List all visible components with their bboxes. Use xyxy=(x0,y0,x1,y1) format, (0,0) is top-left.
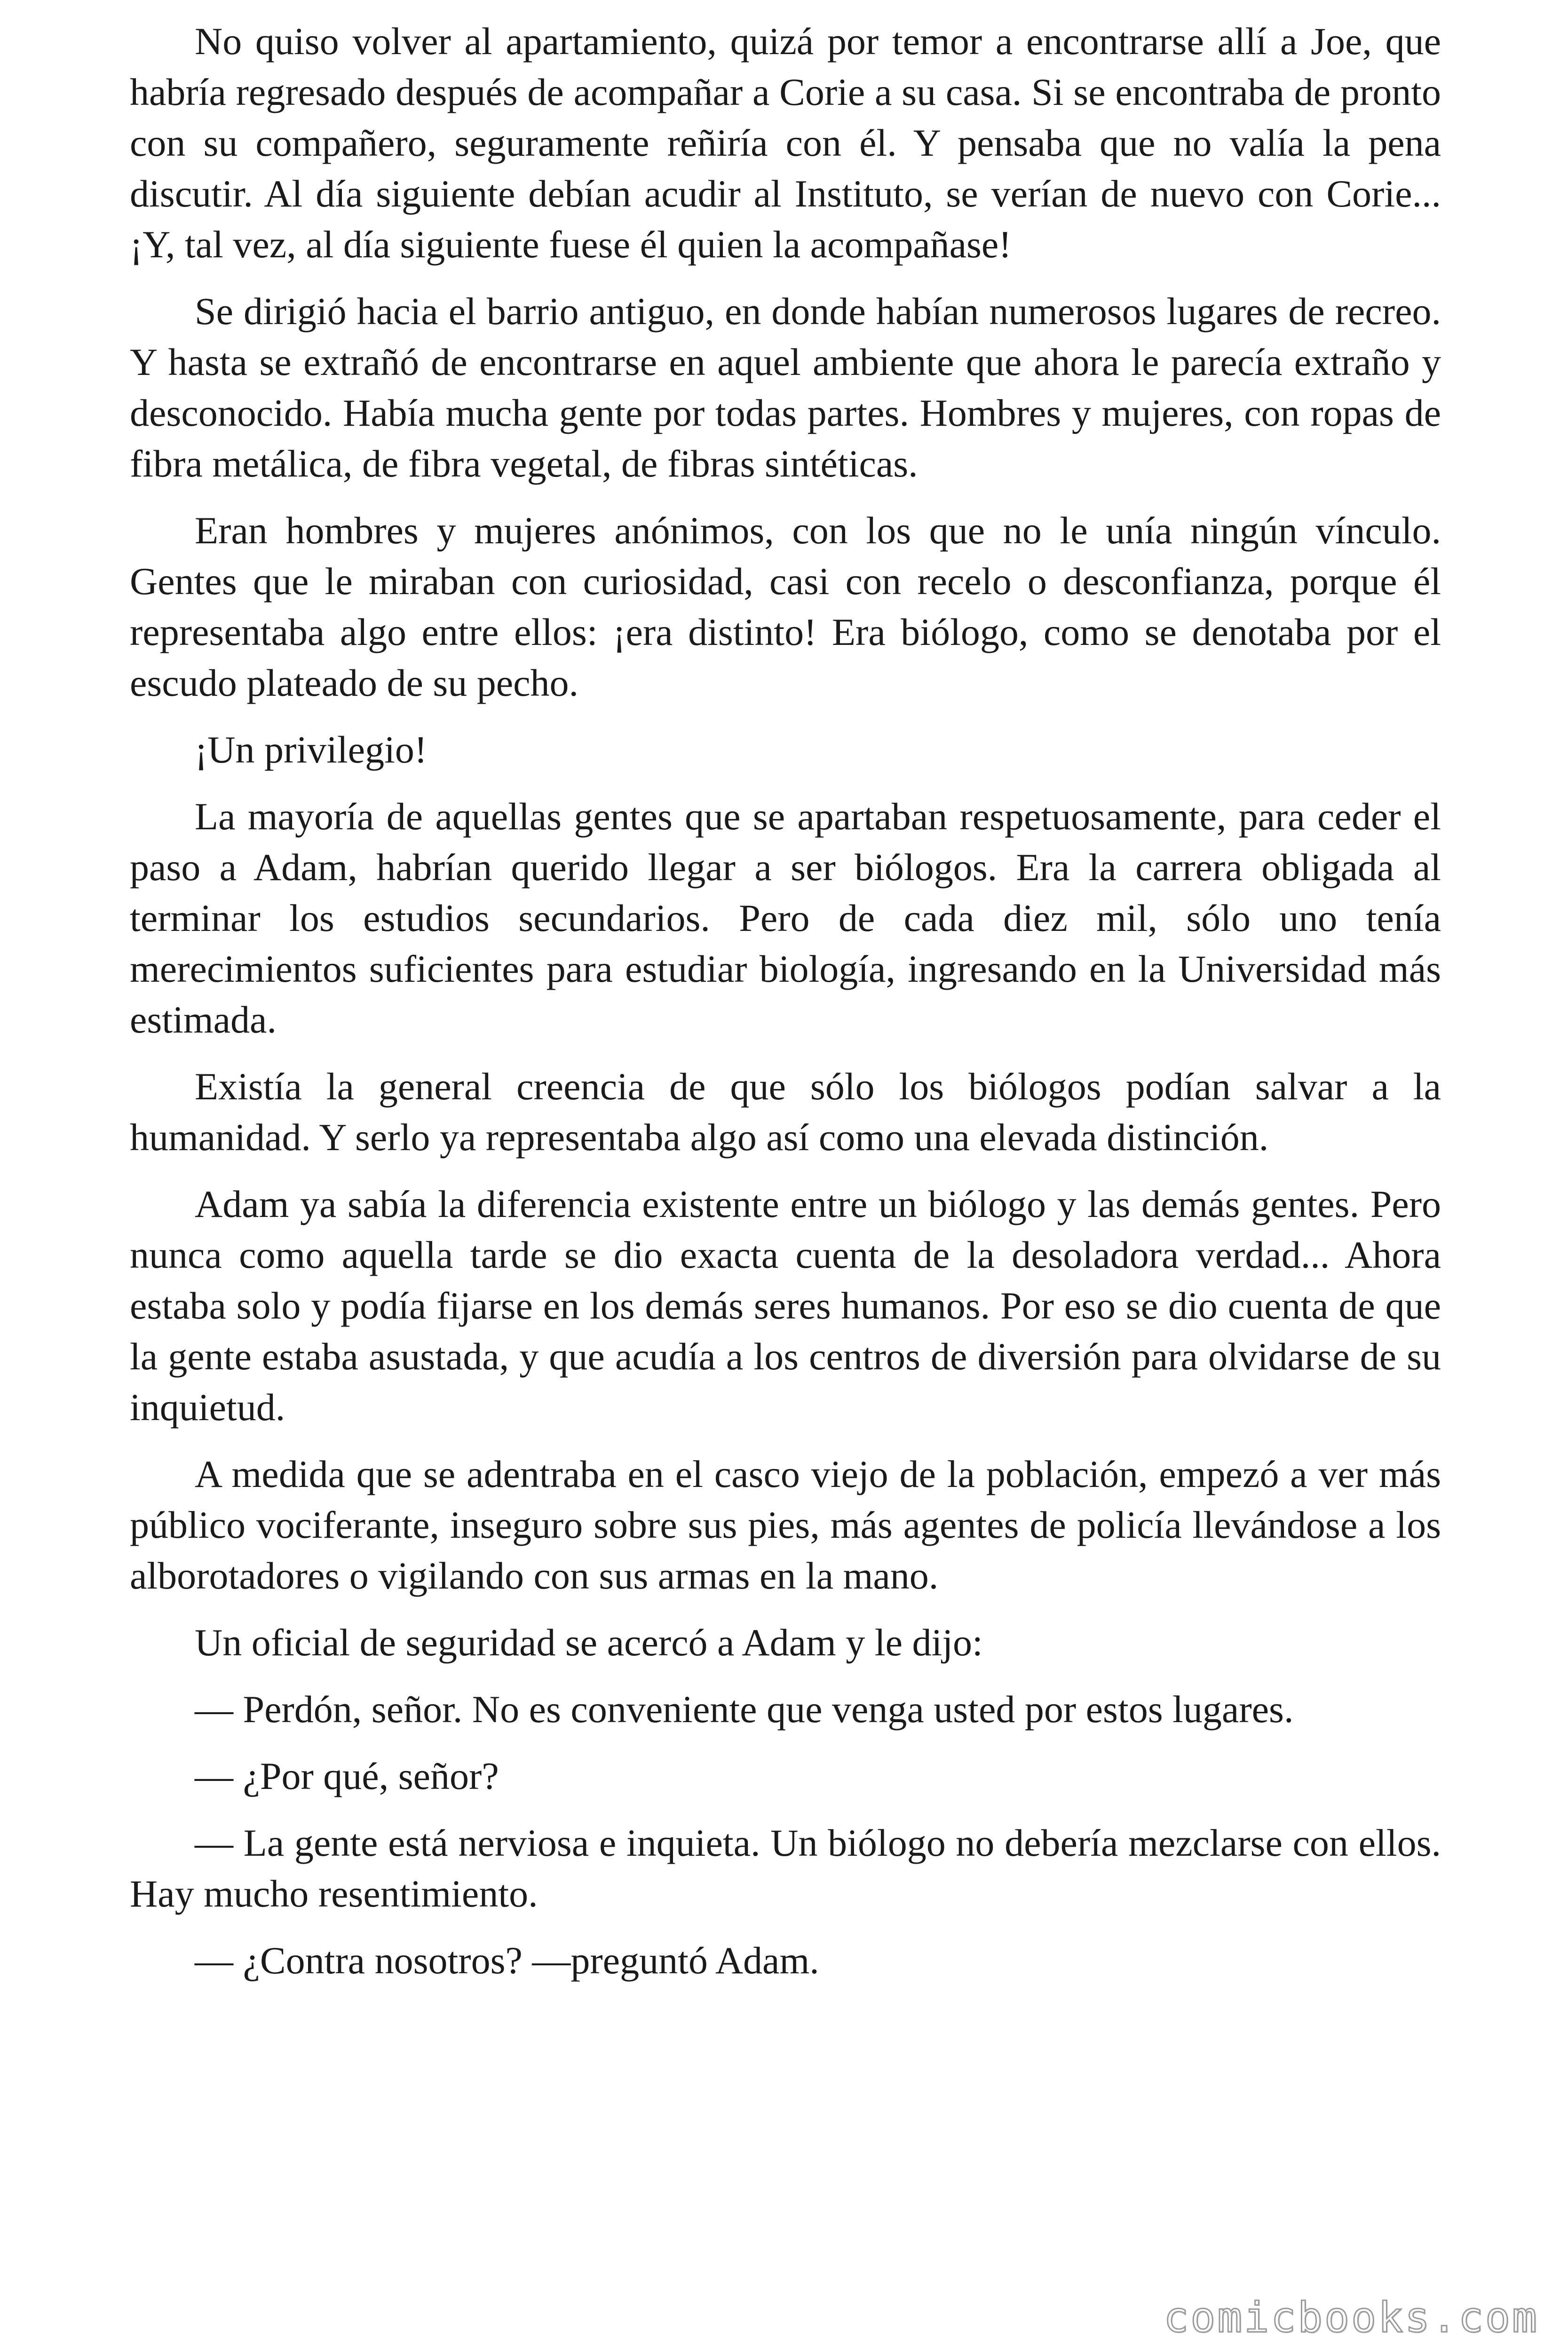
paragraph-9: Un oficial de seguridad se acercó a Adam y le dijo: xyxy=(195,1621,983,1664)
paragraph-2: Se dirigió hacia el barrio antiguo, en donde habían numerosos lugares de recreo. Y hasta se extrañó de encontrarse en aquel ambiente que ahora le parecía extraño y desconocido. Había mucha gente por todas partes. Hombres y mujeres, con ropas de fibra metálica, de fibra vegetal, de fibras sintéticas. xyxy=(130,290,1441,485)
watermark: comicbooks.com xyxy=(1164,2293,1539,2342)
body-text xyxy=(130,16,1441,2002)
paragraph-7: Adam ya sabía la diferencia existente entre un biólogo y las demás gentes. Pero nunca como aquella tarde se dio exacta cuenta de la desoladora verdad... Ahora estaba solo y podía fijarse en los demás seres humanos. Por eso se dio cuenta de que la gente estaba asustada, y que acudía a los centros de diversión para olvidarse de su inquietud. xyxy=(130,1183,1441,1429)
paragraph-10: — Perdón, señor. No es conveniente que venga usted por estos lugares. xyxy=(195,1688,1294,1731)
paragraph-5: La mayoría de aquellas gentes que se apartaban respetuosamente, para ceder el paso a Adam, habrían querido llegar a ser biólogos. Era la carrera obligada al terminar los estudios secundarios. Pero de cada diez mil, sólo uno tenía merecimientos suficientes para estudiar biología, ingresando en la Universidad más estimada. xyxy=(130,795,1441,1041)
paragraph-6: Existía la general creencia de que sólo los biólogos podían salvar a la humanidad. Y serlo ya representaba algo así como una elevada distinción. xyxy=(130,1065,1441,1159)
paragraph-4: ¡Un privilegio! xyxy=(195,728,428,771)
paragraph-13: — ¿Contra nosotros? —preguntó Adam. xyxy=(195,1939,819,1982)
paragraph-11: — ¿Por qué, señor? xyxy=(195,1755,499,1797)
paragraph-8: A medida que se adentraba en el casco viejo de la población, empezó a ver más público vociferante, inseguro sobre sus pies, más agentes de policía llevándose a los alborotadores o vigilando con sus armas en la mano. xyxy=(130,1453,1441,1597)
paragraph-1: No quiso volver al apartamiento, quizá por temor a encontrarse allí a Joe, que habría regresado después de acompañar a Corie a su casa. Si se encontraba de pronto con su compañero, seguramente reñiría con él. Y pensaba que no valía la pena discutir. Al día siguiente debían acudir al Instituto, se verían de nuevo con Corie... ¡Y, tal vez, al día siguiente fuese él quien la acompañase! xyxy=(130,20,1441,266)
paragraph-3: Eran hombres y mujeres anónimos, con los que no le unía ningún vínculo. Gentes que le miraban con curiosidad, casi con recelo o desconfianza, porque él representaba algo entre ellos: ¡era distinto! Era biólogo, como se denotaba por el escudo plateado de su pecho. xyxy=(130,509,1441,704)
paragraph-12: — La gente está nerviosa e inquieta. Un biólogo no debería mezclarse con ellos. Hay mucho resentimiento. xyxy=(130,1821,1441,1915)
